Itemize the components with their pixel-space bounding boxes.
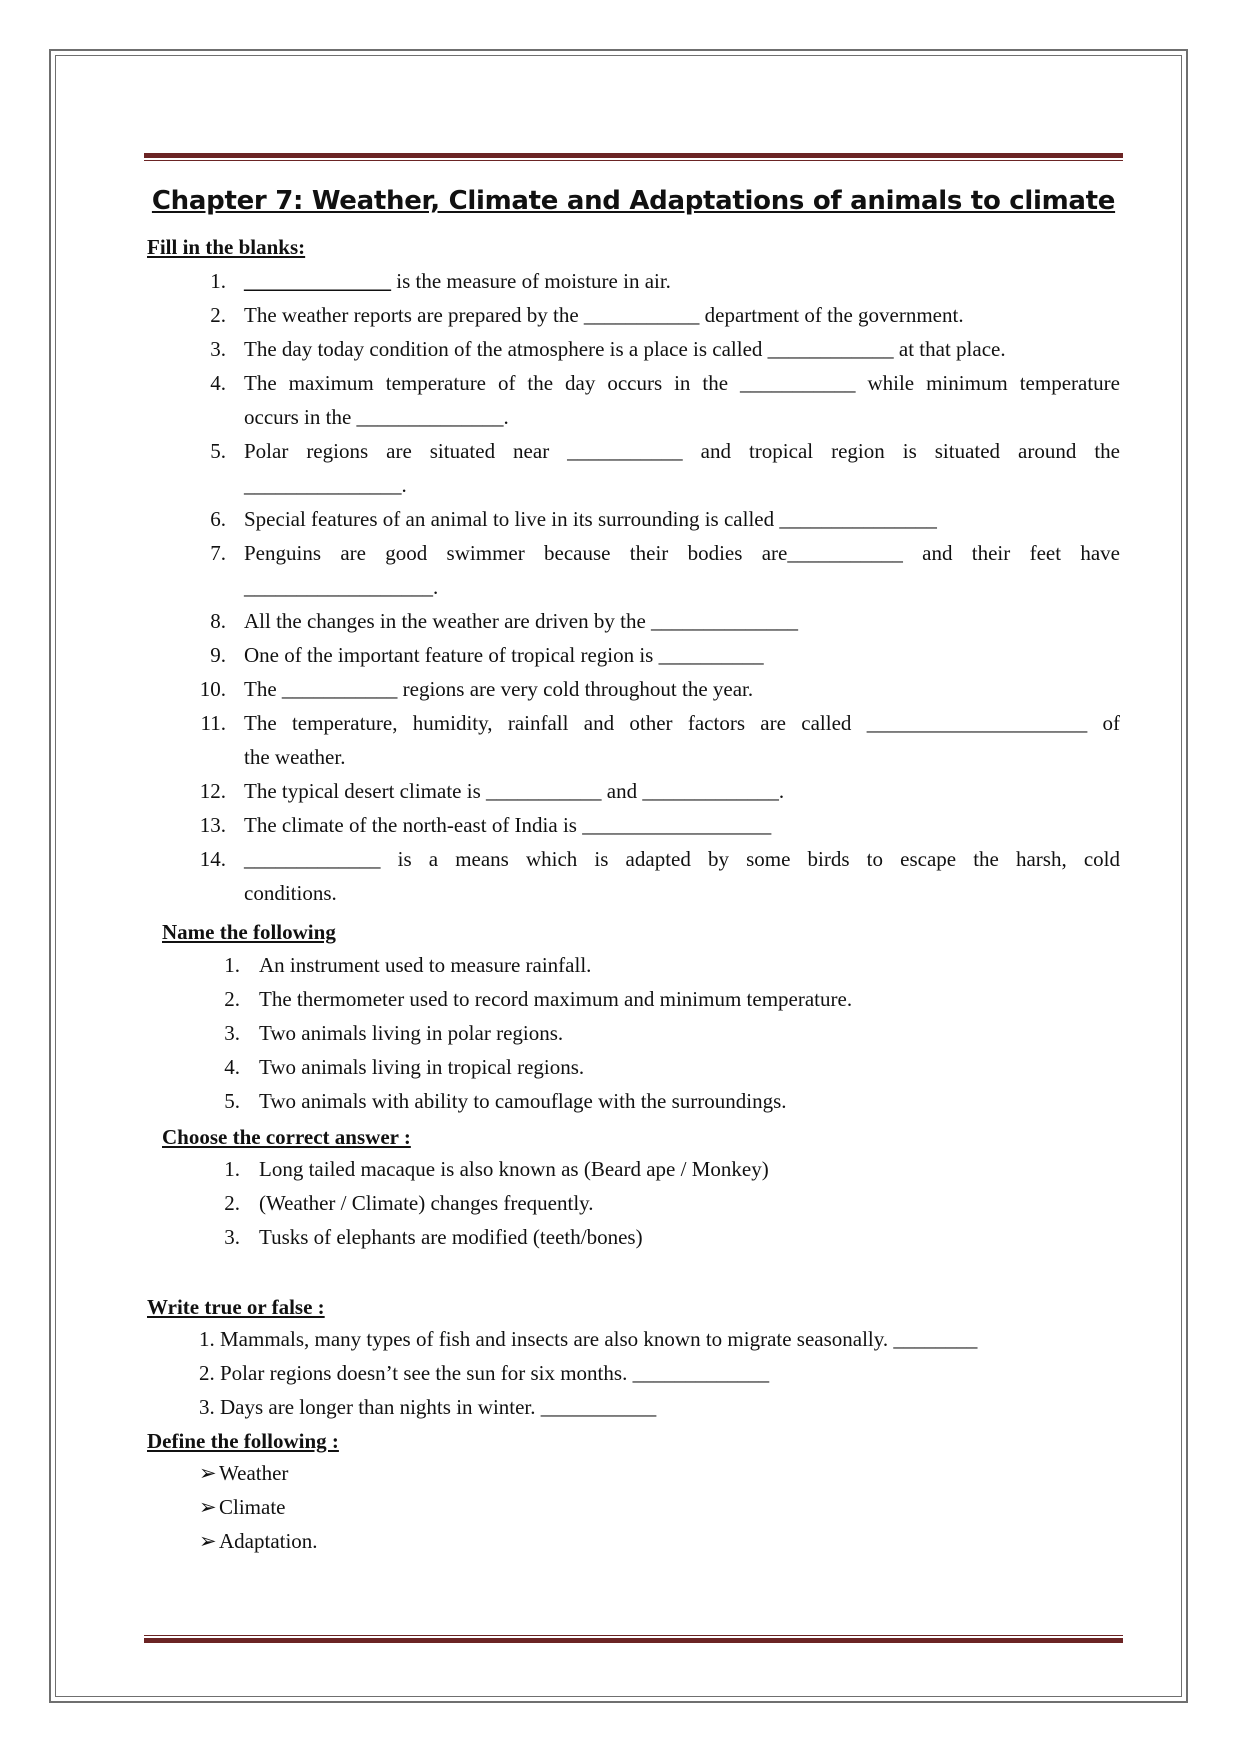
item-number: 1. (224, 1157, 240, 1181)
heading-choose-correct: Choose the correct answer : (162, 1125, 411, 1149)
item-number: 13. (199, 813, 226, 837)
answer-blank: ______________ (244, 269, 391, 293)
arrow-bullet-icon: ➢ (199, 1529, 217, 1553)
list-item-continuation: _______________. (244, 473, 407, 497)
list-item: _____________ is a means which is adapted by some birds to escape the harsh, cold (244, 847, 1120, 871)
list-item-continuation: conditions. (244, 881, 337, 905)
list-item: 1. Mammals, many types of fish and insects are also known to migrate seasonally. ________ (199, 1327, 978, 1351)
item-number: 3. (210, 337, 226, 361)
item-number: 1. (210, 269, 226, 293)
item-text: Weather (219, 1461, 289, 1485)
item-number: 3. (224, 1021, 240, 1045)
heading-fill-blanks: Fill in the blanks: (147, 235, 306, 259)
item-number: 1. (224, 953, 240, 977)
item-number: 4. (224, 1055, 240, 1079)
item-number: 2. (224, 1191, 240, 1215)
list-item: (Weather / Climate) changes frequently. (259, 1191, 594, 1215)
bottom-rule (144, 1635, 1123, 1643)
list-item: The ___________ regions are very cold throughout the year. (244, 677, 754, 701)
item-number: 2. (224, 987, 240, 1011)
heading-name-following: Name the following (162, 920, 336, 944)
item-number: 11. (200, 711, 226, 735)
list-item: The climate of the north-east of India is __________________ (244, 813, 772, 837)
list-item: Special features of an animal to live in its surrounding is called _______________ (244, 507, 937, 531)
list-item (199, 1490, 286, 1524)
item-number: 5. (224, 1089, 240, 1113)
list-item: All the changes in the weather are driven by the ______________ (244, 609, 799, 633)
item-text: Adaptation. (219, 1529, 318, 1553)
list-item-continuation: __________________. (244, 575, 439, 599)
list-item: Penguins are good swimmer because their bodies are___________ and their feet have (244, 541, 1120, 565)
item-number: 9. (210, 643, 226, 667)
list-item: The thermometer used to record maximum and minimum temperature. (259, 987, 853, 1011)
list-item: The temperature, humidity, rainfall and other factors are called _____________________ of (244, 711, 1120, 735)
heading-true-false: Write true or false : (147, 1295, 325, 1319)
item-number: 10. (199, 677, 226, 701)
list-item: The day today condition of the atmosphere is a place is called ____________ at that place. (244, 337, 1006, 361)
arrow-bullet-icon: ➢ (199, 1461, 217, 1485)
list-item: 3. Days are longer than nights in winter. ___________ (199, 1395, 657, 1419)
item-number: 2. (210, 303, 226, 327)
list-item: An instrument used to measure rainfall. (259, 953, 592, 977)
item-number: 4. (210, 371, 226, 395)
page-title: Chapter 7: Weather, Climate and Adaptations of animals to climate (151, 186, 1116, 216)
list-item: Polar regions are situated near ___________ and tropical region is situated around the (244, 439, 1120, 463)
item-number: 8. (210, 609, 226, 633)
list-item (244, 264, 671, 298)
item-number: 5. (210, 439, 226, 463)
item-number: 3. (224, 1225, 240, 1249)
list-item (199, 1524, 318, 1558)
list-item: Two animals living in polar regions. (259, 1021, 564, 1045)
item-number: 7. (210, 541, 226, 565)
list-item: Two animals with ability to camouflage with the surroundings. (259, 1089, 787, 1113)
item-number: 14. (199, 847, 226, 871)
item-text: Climate (219, 1495, 286, 1519)
list-item (199, 1456, 288, 1490)
item-number: 12. (199, 779, 226, 803)
item-number: 6. (210, 507, 226, 531)
item-text: is the measure of moisture in air. (391, 269, 671, 293)
top-rule (144, 153, 1123, 161)
list-item: The weather reports are prepared by the ___________ department of the government. (244, 303, 964, 327)
list-item-continuation: occurs in the ______________. (244, 405, 509, 429)
heading-define: Define the following : (147, 1429, 339, 1453)
list-item: The maximum temperature of the day occurs in the ___________ while minimum temperature (244, 371, 1120, 395)
list-item: 2. Polar regions doesn’t see the sun for six months. _____________ (199, 1361, 770, 1385)
list-item: Two animals living in tropical regions. (259, 1055, 585, 1079)
arrow-bullet-icon: ➢ (199, 1495, 217, 1519)
list-item: One of the important feature of tropical region is __________ (244, 643, 764, 667)
list-item: The typical desert climate is ___________ and _____________. (244, 779, 785, 803)
list-item: Tusks of elephants are modified (teeth/bones) (259, 1225, 643, 1249)
list-item: Long tailed macaque is also known as (Beard ape / Monkey) (259, 1157, 769, 1181)
list-item-continuation: the weather. (244, 745, 346, 769)
